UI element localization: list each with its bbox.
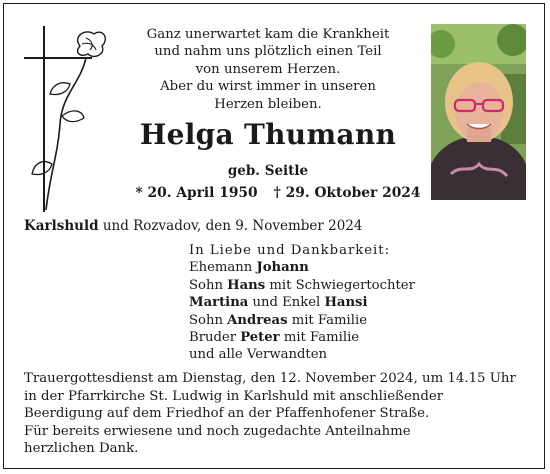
mourner-row: Ehemann Johann — [189, 260, 309, 276]
mourners-heading: In Liebe und Dankbarkeit: — [189, 243, 391, 258]
death-date: † 29. Oktober 2024 — [273, 185, 421, 201]
mourner-row: Martina und Enkel Hansi — [189, 295, 368, 311]
mourners-list — [189, 242, 415, 364]
maiden-name: geb. Seitle — [227, 163, 309, 179]
life-dates — [128, 185, 428, 201]
service-line: Trauergottesdienst am Dienstag, den 12. November 2024, um 14.15 Uhr — [24, 371, 516, 386]
place-bold: Karlshuld — [24, 218, 99, 234]
intro-verse — [128, 26, 408, 113]
cross-with-rose-icon — [22, 24, 112, 214]
service-line: Beerdigung auf dem Friedhof an der Pfaffenhofener Straße. — [24, 406, 430, 422]
service-line: herzlichen Dank. — [24, 441, 139, 457]
intro-line: Aber du wirst immer in unseren — [160, 79, 376, 95]
birth-date: * 20. April 1950 — [135, 185, 258, 201]
service-line: in der Pfarrkirche St. Ludwig in Karlshuld mit anschließender — [24, 388, 444, 404]
mourner-row: und alle Verwandten — [189, 347, 328, 363]
service-line: Für bereits erwiesene und noch zugedachte Anteilnahme — [24, 423, 411, 439]
deceased-name: Helga Thumann — [139, 118, 397, 151]
intro-line: Ganz unerwartet kam die Krankheit — [146, 27, 390, 42]
mourner-row: Sohn Andreas mit Familie — [189, 312, 368, 328]
mourner-row: Sohn Hans mit Schwiegertochter — [189, 277, 415, 293]
intro-line: Herzen bleiben. — [214, 96, 322, 112]
mourner-row: Bruder Peter mit Familie — [189, 330, 360, 346]
intro-line: und nahm uns plötzlich einen Teil — [154, 44, 382, 60]
place-and-date — [24, 218, 362, 234]
portrait-photo — [431, 24, 526, 200]
funeral-service-info — [24, 370, 529, 458]
place-rest: und Rozvadov, den 9. November 2024 — [98, 218, 363, 234]
intro-line: von unserem Herzen. — [195, 61, 341, 77]
